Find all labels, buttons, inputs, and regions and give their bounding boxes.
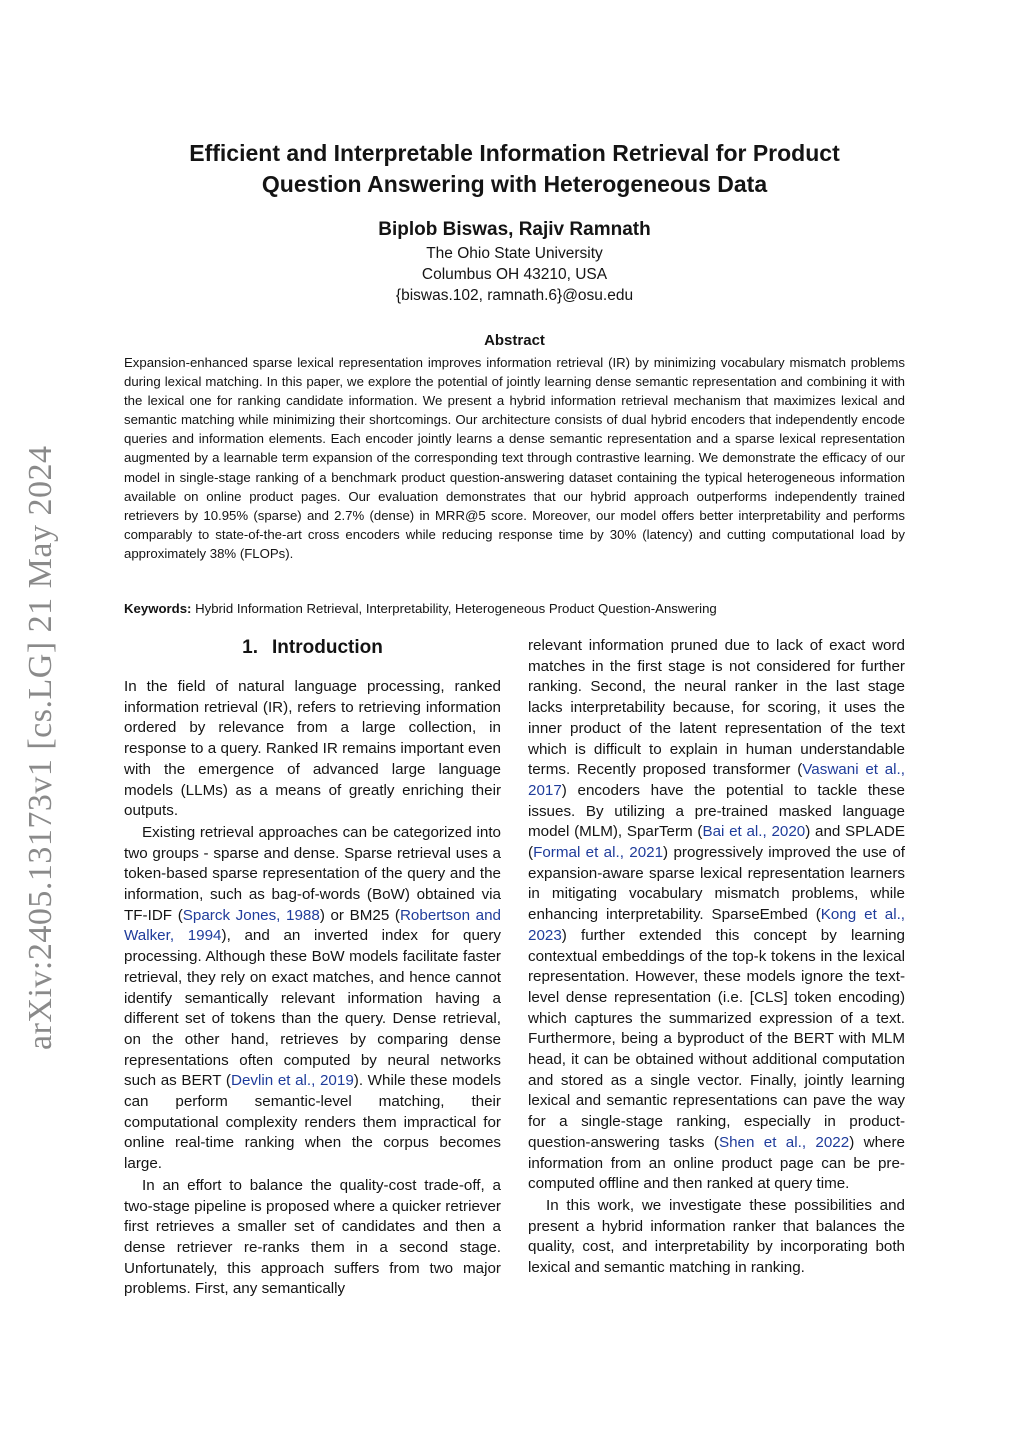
text-segment: ) further extended this concept by learning contextual embeddings of the top-k tokens in the lexical representation. However, these models ignore the text-level dense representation (i.e. [CLS] token encoding) which captures the summarized expression of a text. Furthermore, being a byproduct of the BERT with MLM head, it can be obtained without additional computation and stored as a single vector. Finally, jointly learning lexical and semantic representations can pave the way for a single-stage ranking, especially in product-question-answering tasks (: [528, 926, 905, 1151]
paragraph-3: In an effort to balance the quality-cost trade-off, a two-stage pipeline is proposed where a quicker retriever first retrieves a smaller set of candidates and then a dense retriever re-ranks them in a second stage. Unfortunately, this approach suffers from two major problems. First, any semantically: [124, 1176, 501, 1298]
text-segment: ) where information from an online product page can be pre-computed offline and then ranked at query time.: [528, 1133, 905, 1193]
citation-vaswani[interactable]: Vaswani et al., 2017: [528, 761, 905, 799]
text-segment: ) and SPLADE (: [528, 823, 905, 862]
text-segment: ), and an inverted index for query processing. Although these BoW models facilitate faster retrieval, they rely on exact matches, and hence cannot identify semantically relevant information having a different set of tokens than the query. Dense retrieval, on the other hand, retrieves by comparing dense representations often computed by neural networks such as BERT (: [124, 927, 501, 1090]
text-segment: ) encoders have the potential to tackle these issues. By utilizing a pre-trained masked language model (MLM), SparTerm (: [528, 781, 905, 841]
keywords-label: Keywords:: [124, 601, 192, 616]
text-segment: relevant information pruned due to lack of exact word matches in the first stage is not considered for further ranking. Second, the neural ranker in the last stage lacks interpretability because, for scoring, it uses the inner product of the latent representation of the text which is difficult to explain in human understandable terms. Recently proposed transformer (: [528, 637, 905, 779]
citation-kong[interactable]: Kong et al., 2023: [528, 906, 906, 944]
paragraph-4: [528, 636, 905, 1195]
title-line-1: Efficient and Interpretable Information Retrieval for Product: [189, 140, 840, 166]
paragraph-5: In this work, we investigate these possibilities and present a hybrid information ranker that balances the quality, cost, and interpretability by incorporating both lexical and semantic matching in ranking.: [528, 1196, 905, 1277]
keywords: [124, 599, 905, 618]
paragraph-2: [124, 823, 501, 1175]
keywords-text: Hybrid Information Retrieval, Interpretability, Heterogeneous Product Question-Answering: [191, 601, 717, 616]
affiliation-address: Columbus OH 43210, USA: [421, 266, 608, 283]
abstract-heading: Abstract: [484, 332, 545, 349]
citation-robertson-walker[interactable]: Robertson and Walker, 1994: [124, 906, 501, 945]
title-line-2: Question Answering with Heterogeneous Data: [261, 171, 768, 197]
text-segment: Existing retrieval approaches can be categorized into two groups - sparse and dense. Sparse retrieval uses a token-based sparse representation of the query and the information, such as bag-of-words (BoW) obtained via TF-IDF (: [124, 823, 501, 924]
paper-title: [124, 138, 905, 200]
citation-bai[interactable]: Bai et al., 2020: [702, 823, 806, 841]
text-segment: ) or BM25 (: [319, 906, 400, 924]
authors: Biplob Biswas, Rajiv Ramnath: [378, 219, 651, 240]
arxiv-identifier: arXiv:2405.13173v1 [cs.LG] 21 May 2024: [22, 445, 59, 1050]
author-emails: {biswas.102, ramnath.6}@osu.edu: [395, 287, 634, 304]
right-column: [528, 636, 905, 1279]
citation-formal[interactable]: Formal et al., 2021: [533, 844, 664, 862]
left-column: [124, 636, 501, 1300]
citation-shen[interactable]: Shen et al., 2022: [718, 1133, 850, 1151]
citation-sparck-jones[interactable]: Sparck Jones, 1988: [182, 906, 320, 924]
paragraph-1: In the field of natural language processing, ranked information retrieval (IR), refers to retrieving information ordered by relevance from a large collection, in response to a query. Ranked IR remains important even with the emergence of advanced large language models (LLMs) as a means of greatly enriching their outputs.: [124, 678, 501, 820]
section-number: 1.: [242, 637, 259, 658]
text-segment: ). While these models can perform semantic-level matching, their computational complexity renders them impractical for online real-time ranking when the corpus becomes large.: [124, 1072, 502, 1173]
affiliation-university: The Ohio State University: [426, 245, 603, 262]
citation-devlin[interactable]: Devlin et al., 2019: [231, 1072, 354, 1090]
text-segment: ) progressively improved the use of expansion-aware sparse lexical representation learners in mitigating vocabulary mismatch problems, while enhancing interpretability. SparseEmbed (: [528, 844, 905, 924]
section-heading-introduction: [124, 636, 501, 660]
section-title: Introduction: [272, 637, 383, 658]
abstract-text: Expansion-enhanced sparse lexical representation improves information retrieval (IR) by minimizing vocabulary mismatch problems during lexical matching. In this paper, we explore the potential of jointly learning dense semantic representation and combining it with the lexical one for ranking candidate information. We present a hybrid information retrieval mechanism that maximizes lexical and semantic matching while minimizing their shortcomings. Our architecture consists of dual hybrid encoders that independently encode queries and information elements. Each encoder jointly learns a dense semantic representation and a sparse lexical representation augmented by a learnable term expansion of the corresponding text through contrastive learning. We demonstrate the efficacy of our model in single-stage ranking of a benchmark product question-answering dataset containing the typical heterogeneous information available on online product pages. Our evaluation demonstrates that our hybrid approach outperforms independently trained retrievers by 10.95% (sparse) and 2.7% (dense) in MRR@5 score. Moreover, our model offers better interpretability and performs comparably to state-of-the-art cross encoders while reducing response time by 30% (latency) and cutting computational load by approximately 38% (FLOPs).: [124, 355, 905, 561]
